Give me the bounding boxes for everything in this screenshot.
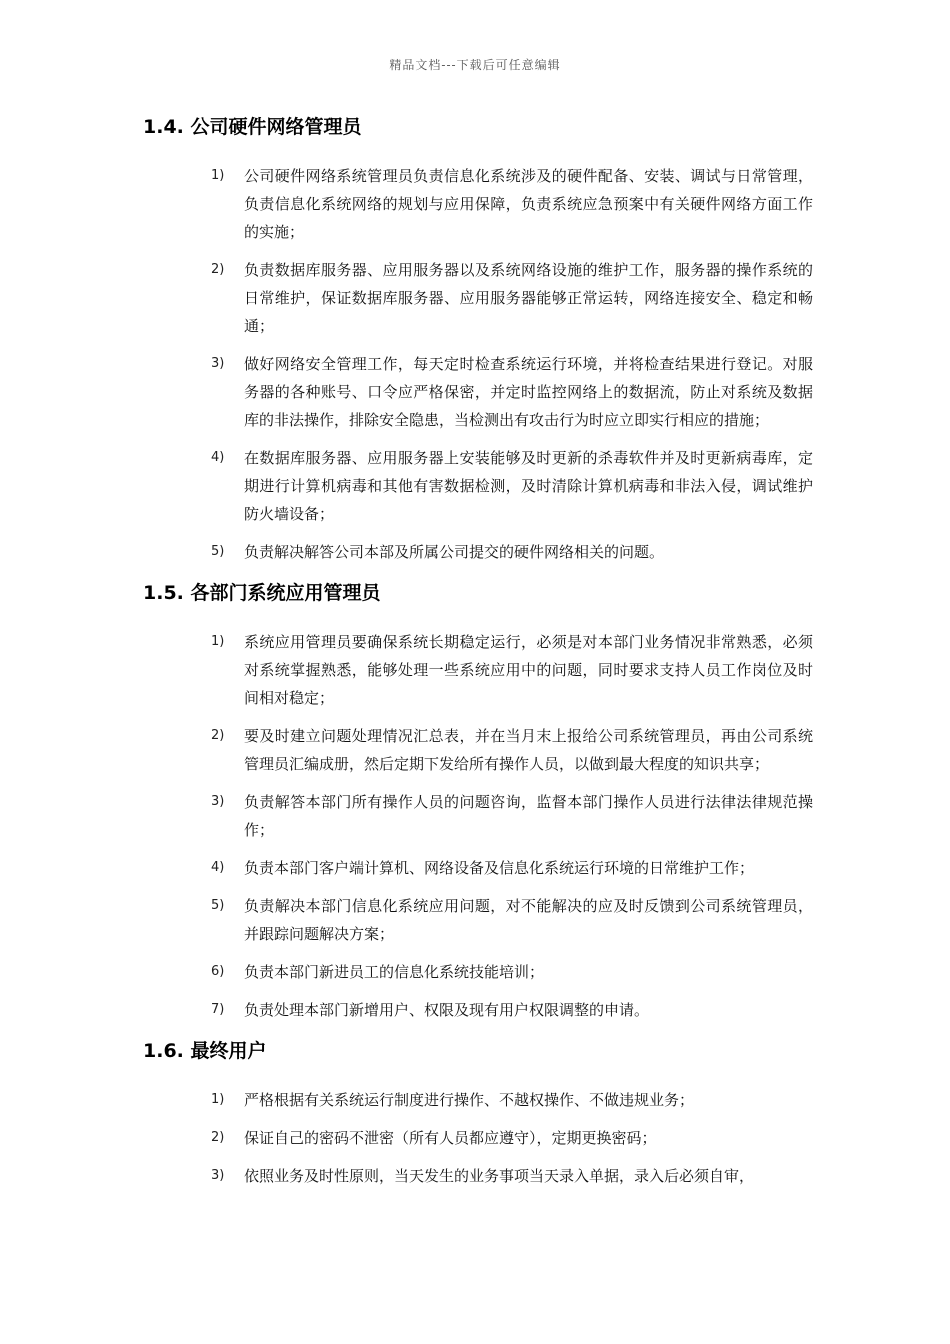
list-item <box>143 538 813 566</box>
section-hardware-network-admin <box>143 110 813 566</box>
section-title: 1.5. 各部门系统应用管理员 <box>143 582 381 604</box>
duty-list <box>143 628 813 1024</box>
list-item <box>143 444 813 528</box>
item-number: 2) <box>211 262 225 277</box>
duty-list <box>143 162 813 566</box>
item-text: 负责解决本部门信息化系统应用问题，对不能解决的应及时反馈到公司系统管理员，并跟踪问题解决方案； <box>244 897 813 943</box>
item-text: 负责解决解答公司本部及所属公司提交的硬件网络相关的问题。 <box>244 543 665 561</box>
item-number: 4) <box>211 450 225 465</box>
item-number: 7) <box>211 1002 225 1017</box>
list-item <box>143 350 813 434</box>
duty-list <box>143 1086 813 1190</box>
section-title: 1.4. 公司硬件网络管理员 <box>143 116 362 138</box>
item-number: 1) <box>211 634 225 649</box>
item-text: 公司硬件网络系统管理员负责信息化系统涉及的硬件配备、安装、调试与日常管理，负责信息化系统网络的规划与应用保障，负责系统应急预案中有关硬件网络方面工作的实施； <box>244 167 813 241</box>
item-text: 要及时建立问题处理情况汇总表，并在当月末上报给公司系统管理员，再由公司系统管理员汇编成册，然后定期下发给所有操作人员，以做到最大程度的知识共享； <box>244 727 813 773</box>
list-item <box>143 1162 813 1190</box>
list-item <box>143 1124 813 1152</box>
list-item <box>143 256 813 340</box>
item-text: 负责解答本部门所有操作人员的问题咨询，监督本部门操作人员进行法律法律规范操作； <box>244 793 813 839</box>
item-text: 系统应用管理员要确保系统长期稳定运行，必须是对本部门业务情况非常熟悉，必须对系统掌握熟悉，能够处理一些系统应用中的问题，同时要求支持人员工作岗位及时间相对稳定； <box>244 633 813 707</box>
list-item <box>143 996 813 1024</box>
list-item <box>143 788 813 844</box>
list-item <box>143 854 813 882</box>
list-item <box>143 958 813 986</box>
item-number: 5) <box>211 898 225 913</box>
page-header: 精品文档---下载后可任意编辑 <box>389 58 561 72</box>
item-text: 严格根据有关系统运行制度进行操作、不越权操作、不做违规业务； <box>244 1091 695 1109</box>
item-number: 2) <box>211 1130 225 1145</box>
item-number: 3) <box>211 356 225 371</box>
item-text: 负责数据库服务器、应用服务器以及系统网络设施的维护工作，服务器的操作系统的日常维护，保证数据库服务器、应用服务器能够正常运转，网络连接安全、稳定和畅通； <box>244 261 813 335</box>
item-text: 做好网络安全管理工作，每天定时检查系统运行环境，并将检查结果进行登记。对服务器的各种账号、口令应严格保密，并定时监控网络上的数据流，防止对系统及数据库的非法操作，排除安全隐患，当检测出有攻击行为时应立即实行相应的措施； <box>244 355 813 429</box>
item-number: 3) <box>211 794 225 809</box>
item-text: 负责本部门新进员工的信息化系统技能培训； <box>244 963 545 981</box>
item-text: 在数据库服务器、应用服务器上安装能够及时更新的杀毒软件并及时更新病毒库，定期进行计算机病毒和其他有害数据检测，及时清除计算机病毒和非法入侵，调试维护防火墙设备； <box>244 449 813 523</box>
list-item <box>143 628 813 712</box>
item-text: 依照业务及时性原则，当天发生的业务事项当天录入单据，录入后必须自审， <box>244 1167 755 1185</box>
section-department-app-admin <box>143 576 813 1024</box>
list-item <box>143 162 813 246</box>
item-number: 4) <box>211 860 225 875</box>
item-number: 3) <box>211 1168 225 1183</box>
item-number: 6) <box>211 964 225 979</box>
document-body <box>143 110 813 1200</box>
item-number: 5) <box>211 544 225 559</box>
item-number: 1) <box>211 168 225 183</box>
item-text: 保证自己的密码不泄密（所有人员都应遵守），定期更换密码； <box>244 1129 657 1147</box>
item-number: 1) <box>211 1092 225 1107</box>
list-item <box>143 1086 813 1114</box>
section-end-user <box>143 1034 813 1190</box>
section-title: 1.6. 最终用户 <box>143 1040 267 1062</box>
list-item <box>143 722 813 778</box>
item-text: 负责本部门客户端计算机、网络设备及信息化系统运行环境的日常维护工作； <box>244 859 755 877</box>
item-text: 负责处理本部门新增用户、权限及现有用户权限调整的申请。 <box>244 1001 650 1019</box>
list-item <box>143 892 813 948</box>
item-number: 2) <box>211 728 225 743</box>
